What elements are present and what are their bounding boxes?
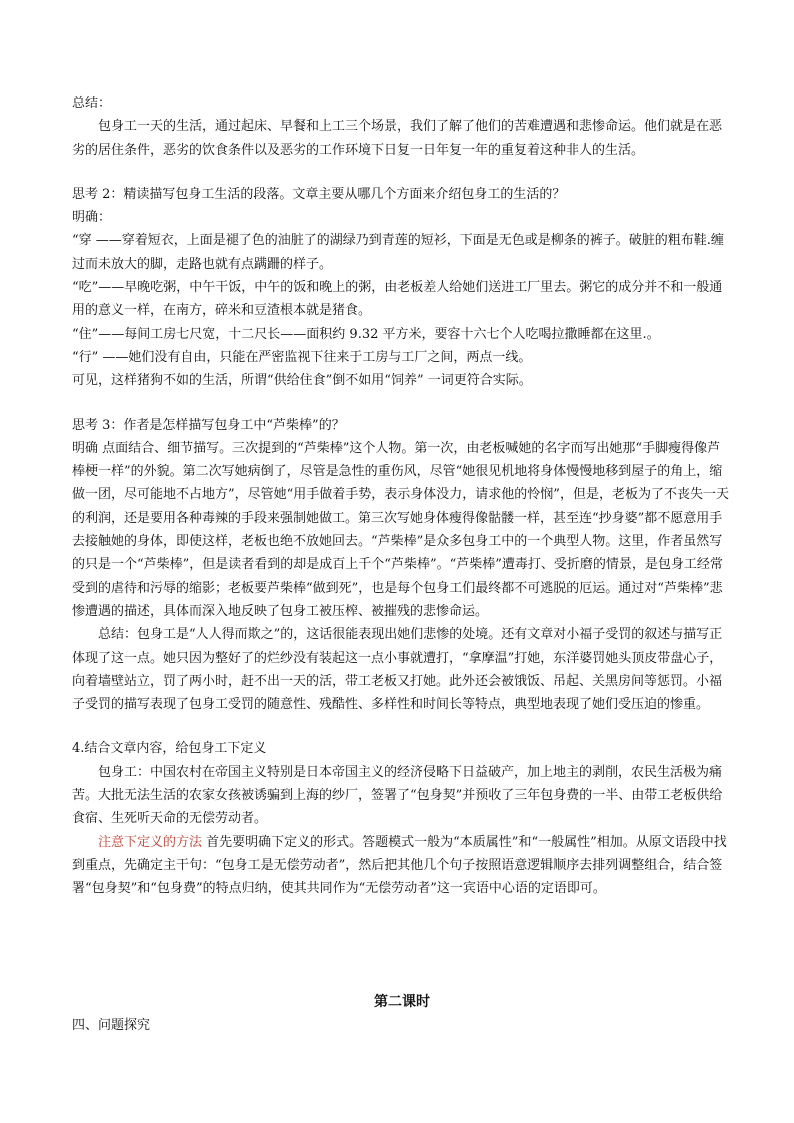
item-eat: “吃”——早晚吃粥，中午干饭，中午的饭和晚上的粥，由老板差人给她们送进工厂里去。粥它的成分并不和一般通用的意义一样，在南方，碎米和豆渣根本就是猪食。	[72, 280, 723, 319]
item-live: “住”——每间工房七尺宽，十二尺长——面积约 9.32 平方米，要容十六七个人吃喝拉撒睡都在这里.。	[72, 326, 660, 342]
definition-paragraph: 包身工：中国农村在帝国主义特别是日本帝国主义的经济侵略下日益破产，加上地主的剥削，农民生活极为痛苦。大批无法生活的农家女孩被诱骗到上海的纱厂，签署了“包身契”并预收了三年包身费的一半、由带工老板供给食宿、生死听天命的无偿劳动者。	[72, 764, 723, 827]
question-3: 思考 3：作者是怎样描写包身工中“芦柴棒”的？	[72, 417, 345, 433]
method-text: 首先要明确下定义的形式。答题模式一般为“本质属性”和“一般属性”相加。从原文语段中找到重点，先确定主干句：“包身工是无偿劳动者”，然后把其他几个句子按照语意逻辑顺序去排列调整组合，结合签署“包身契”和“包身费”的特点归纳，使其共同作为“无偿劳动者”这一宾语中心语的定语即可。	[72, 834, 727, 897]
question-2: 思考 2：精读描写包身工生活的段落。文章主要从哪几个方面来介绍包身工的生活的？	[72, 186, 566, 202]
answer-paragraph: 明确 点面结合、细节描写。三次提到的“芦柴棒”这个人物。第一次，由老板喊她的名字而写出她那“手脚瘦得像芦棒梗一样”的外貌。第二次写她病倒了，尽管是急性的重伤风，尽管“她很见机地将身体慢慢地移到屋子的角上，缩做一团，尽可能地不占地方”，尽管她“用手做着手势，表示身体没力，请求他的怜悯”，但是，老板为了不丧失一天的利润，还是要用各种毒辣的手段来强制她做工。第三次写她身体瘦得像骷髅一样，甚至连“抄身婆”都不愿意用手去接触她的身体，即使这样，老板也绝不放她回去。“芦柴棒”是众多包身工中的一个典型人物。这里，作者虽然写的只是一个“芦柴棒”，但是读者看到的却是成百上千个“芦柴棒”。“芦柴棒”遭毒打、受折磨的情景，是包身工经常受到的虐待和污辱的缩影；老板要芦柴棒“做到死”，也是每个包身工们最终都不可逃脱的厄运。通过对“芦柴棒”悲惨遭遇的描述，具体而深入地反映了包身工被压榨、被摧残的悲惨命运。	[72, 440, 729, 619]
summary-paragraph-2: 总结：包身工是“人人得而欺之”的，这话很能表现出她们悲惨的处境。还有文章对小福子受罚的叙述与描写正体现了这一点。她只因为整好了的烂纱没有装起这一点小事就遭打，“拿摩温”打她，东洋婆罚她头顶皮带盘心子，向着墙壁站立，罚了两小时，赶不出一天的活，带工老板又打她。此外还会被饿饭、吊起、关黑房间等惩罚。小福子受罚的描写表现了包身工受罚的随意性、残酷性、多样性和时间长等特点，典型地表现了她们受压迫的惨重。	[72, 627, 723, 713]
item-wear: “穿 ——穿着短衣，上面是褪了色的油脏了的湖绿乃到青莲的短衫，下面是无色或是柳条的裤子。破脏的粗布鞋.缠过而未放大的脚，走路也就有点蹒跚的样子。	[72, 233, 724, 272]
item-conclusion: 可见，这样猪狗不如的生活，所谓“供给住食”倒不如用“饲养” 一词更符合实际。	[72, 373, 532, 389]
item-move: “行” ——她们没有自由，只能在严密监视下往来于工房与工厂之间，两点一线。	[72, 349, 532, 365]
summary-label: 总结：	[72, 96, 112, 111]
method-label: 注意下定义的方法	[98, 834, 203, 850]
lesson-title: 第二课时	[374, 993, 430, 1010]
section-heading: 四、问题探究	[72, 1017, 151, 1033]
answer-label: 明确：	[72, 210, 112, 226]
document-page	[72, 92, 732, 1037]
question-4: 4.结合文章内容，给包身工下定义	[72, 741, 267, 757]
method-paragraph	[72, 831, 732, 901]
summary-paragraph: 包身工一天的生活，通过起床、早餐和上工三个场景，我们了解了他们的苦难遭遇和悲惨命运。他们就是在恶劣的居住条件，恶劣的饮食条件以及恶劣的工作环境下日复一日年复一年的重复着这种非人的生活。	[72, 119, 723, 158]
